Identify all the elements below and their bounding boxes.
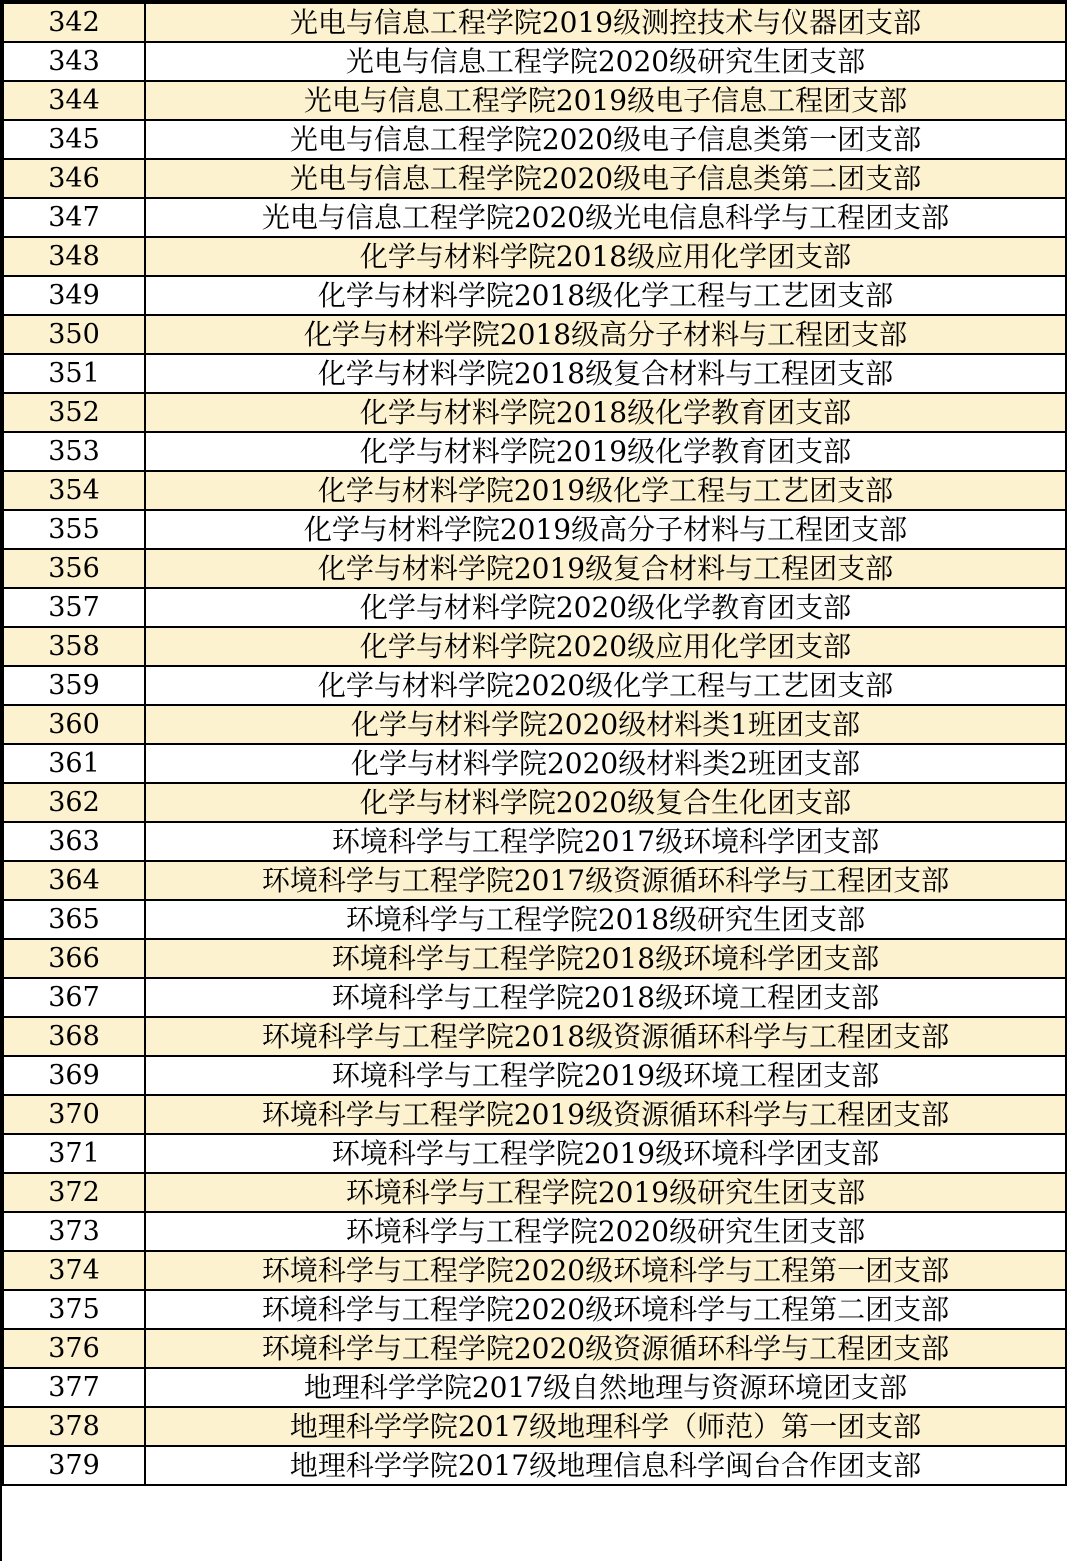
branch-name-cell: 环境科学与工程学院2020级研究生团支部	[145, 1212, 1066, 1251]
row-number-cell: 356	[3, 549, 145, 588]
row-number-cell: 363	[3, 822, 145, 861]
row-number-cell: 368	[3, 1017, 145, 1056]
row-number-cell: 371	[3, 1134, 145, 1173]
row-number-cell: 373	[3, 1212, 145, 1251]
branch-name-cell: 化学与材料学院2018级应用化学团支部	[145, 237, 1066, 276]
branch-name-cell: 环境科学与工程学院2017级环境科学团支部	[145, 822, 1066, 861]
branch-name-cell: 化学与材料学院2020级材料类2班团支部	[145, 744, 1066, 783]
row-number-cell: 342	[3, 3, 145, 42]
table-row	[3, 1173, 1066, 1212]
branch-name-cell: 地理科学学院2017级自然地理与资源环境团支部	[145, 1368, 1066, 1407]
row-number-cell: 379	[3, 1446, 145, 1485]
row-number-cell: 362	[3, 783, 145, 822]
table-row	[3, 978, 1066, 1017]
branch-name-cell: 环境科学与工程学院2018级资源循环科学与工程团支部	[145, 1017, 1066, 1056]
row-number-cell: 344	[3, 81, 145, 120]
branch-list-table	[2, 2, 1067, 1486]
branch-name-cell: 光电与信息工程学院2019级测控技术与仪器团支部	[145, 3, 1066, 42]
table-row	[3, 1329, 1066, 1368]
row-number-cell: 346	[3, 159, 145, 198]
branch-name-cell: 环境科学与工程学院2019级环境科学团支部	[145, 1134, 1066, 1173]
row-number-cell: 354	[3, 471, 145, 510]
branch-list-body	[3, 3, 1066, 1485]
row-number-cell: 367	[3, 978, 145, 1017]
branch-name-cell: 光电与信息工程学院2020级研究生团支部	[145, 42, 1066, 81]
row-number-cell: 348	[3, 237, 145, 276]
table-row	[3, 1407, 1066, 1446]
row-number-cell: 358	[3, 627, 145, 666]
branch-name-cell: 化学与材料学院2019级化学教育团支部	[145, 432, 1066, 471]
table-row	[3, 705, 1066, 744]
row-number-cell: 366	[3, 939, 145, 978]
row-number-cell: 365	[3, 900, 145, 939]
branch-name-cell: 化学与材料学院2020级材料类1班团支部	[145, 705, 1066, 744]
branch-name-cell: 环境科学与工程学院2018级环境科学团支部	[145, 939, 1066, 978]
branch-name-cell: 环境科学与工程学院2019级研究生团支部	[145, 1173, 1066, 1212]
table-row	[3, 471, 1066, 510]
branch-name-cell: 化学与材料学院2020级化学教育团支部	[145, 588, 1066, 627]
branch-name-cell: 环境科学与工程学院2018级研究生团支部	[145, 900, 1066, 939]
table-row	[3, 1212, 1066, 1251]
branch-name-cell: 光电与信息工程学院2020级电子信息类第一团支部	[145, 120, 1066, 159]
branch-name-cell: 化学与材料学院2019级化学工程与工艺团支部	[145, 471, 1066, 510]
table-row	[3, 1095, 1066, 1134]
row-number-cell: 372	[3, 1173, 145, 1212]
row-number-cell: 376	[3, 1329, 145, 1368]
row-number-cell: 378	[3, 1407, 145, 1446]
table-row	[3, 744, 1066, 783]
branch-name-cell: 化学与材料学院2019级高分子材料与工程团支部	[145, 510, 1066, 549]
row-number-cell: 355	[3, 510, 145, 549]
branch-name-cell: 化学与材料学院2018级化学工程与工艺团支部	[145, 276, 1066, 315]
branch-name-cell: 化学与材料学院2018级化学教育团支部	[145, 393, 1066, 432]
table-row	[3, 315, 1066, 354]
table-row	[3, 432, 1066, 471]
branch-name-cell: 光电与信息工程学院2020级光电信息科学与工程团支部	[145, 198, 1066, 237]
table-row	[3, 3, 1066, 42]
branch-name-cell: 环境科学与工程学院2019级环境工程团支部	[145, 1056, 1066, 1095]
row-number-cell: 364	[3, 861, 145, 900]
branch-name-cell: 环境科学与工程学院2017级资源循环科学与工程团支部	[145, 861, 1066, 900]
table-row	[3, 354, 1066, 393]
row-number-cell: 375	[3, 1290, 145, 1329]
table-row	[3, 198, 1066, 237]
table-row	[3, 822, 1066, 861]
table-row	[3, 1134, 1066, 1173]
branch-name-cell: 化学与材料学院2020级化学工程与工艺团支部	[145, 666, 1066, 705]
table-row	[3, 120, 1066, 159]
row-number-cell: 369	[3, 1056, 145, 1095]
table-row	[3, 783, 1066, 822]
row-number-cell: 357	[3, 588, 145, 627]
table-row	[3, 81, 1066, 120]
branch-name-cell: 环境科学与工程学院2020级环境科学与工程第一团支部	[145, 1251, 1066, 1290]
table-row	[3, 1290, 1066, 1329]
table-row	[3, 861, 1066, 900]
table-row	[3, 42, 1066, 81]
table-row	[3, 666, 1066, 705]
branch-name-cell: 光电与信息工程学院2020级电子信息类第二团支部	[145, 159, 1066, 198]
row-number-cell: 351	[3, 354, 145, 393]
row-number-cell: 361	[3, 744, 145, 783]
table-row	[3, 510, 1066, 549]
table-row	[3, 1251, 1066, 1290]
branch-name-cell: 环境科学与工程学院2020级资源循环科学与工程团支部	[145, 1329, 1066, 1368]
table-row	[3, 276, 1066, 315]
branch-name-cell: 化学与材料学院2018级复合材料与工程团支部	[145, 354, 1066, 393]
table-row	[3, 237, 1066, 276]
branch-name-cell: 环境科学与工程学院2020级环境科学与工程第二团支部	[145, 1290, 1066, 1329]
branch-name-cell: 化学与材料学院2020级复合生化团支部	[145, 783, 1066, 822]
table-row	[3, 1017, 1066, 1056]
branch-name-cell: 环境科学与工程学院2018级环境工程团支部	[145, 978, 1066, 1017]
table-row	[3, 900, 1066, 939]
row-number-cell: 343	[3, 42, 145, 81]
table-row	[3, 588, 1066, 627]
branch-name-cell: 化学与材料学院2019级复合材料与工程团支部	[145, 549, 1066, 588]
table-row	[3, 1446, 1066, 1485]
row-number-cell: 359	[3, 666, 145, 705]
table-row	[3, 159, 1066, 198]
branch-name-cell: 地理科学学院2017级地理信息科学闽台合作团支部	[145, 1446, 1066, 1485]
row-number-cell: 345	[3, 120, 145, 159]
branch-name-cell: 光电与信息工程学院2019级电子信息工程团支部	[145, 81, 1066, 120]
branch-name-cell: 环境科学与工程学院2019级资源循环科学与工程团支部	[145, 1095, 1066, 1134]
row-number-cell: 349	[3, 276, 145, 315]
row-number-cell: 352	[3, 393, 145, 432]
table-row	[3, 549, 1066, 588]
row-number-cell: 377	[3, 1368, 145, 1407]
row-number-cell: 374	[3, 1251, 145, 1290]
branch-name-cell: 化学与材料学院2020级应用化学团支部	[145, 627, 1066, 666]
row-number-cell: 350	[3, 315, 145, 354]
row-number-cell: 370	[3, 1095, 145, 1134]
table-row	[3, 627, 1066, 666]
table-row	[3, 1056, 1066, 1095]
row-number-cell: 353	[3, 432, 145, 471]
row-number-cell: 347	[3, 198, 145, 237]
table-row	[3, 1368, 1066, 1407]
table-row	[3, 393, 1066, 432]
branch-name-cell: 化学与材料学院2018级高分子材料与工程团支部	[145, 315, 1066, 354]
row-number-cell: 360	[3, 705, 145, 744]
branch-name-cell: 地理科学学院2017级地理科学（师范）第一团支部	[145, 1407, 1066, 1446]
table-row	[3, 939, 1066, 978]
